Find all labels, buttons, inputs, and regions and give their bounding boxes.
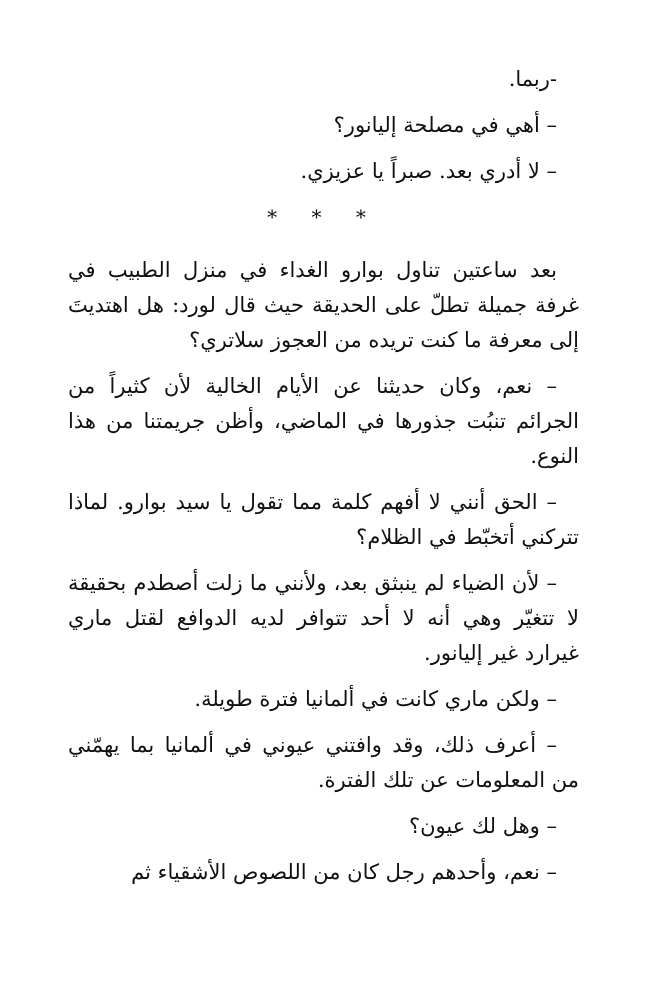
dialogue-paragraph-7: – نعم، وأحدهم رجل كان من اللصوص الأشقياء ثم (131, 860, 557, 884)
narrative-paragraph: بعد ساعتين تناول بوارو الغداء في منزل الطبيب في غرفة جميلة تطلّ على الحديقة حيث قال لورد: هل اهتديتَ إلى معرفة ما كنت تريده من العجوز سلاتري؟ (68, 258, 579, 352)
section-separator: * * * (267, 205, 380, 229)
dialogue-line-2: – أهي في مصلحة إليانور؟ (333, 113, 557, 137)
dialogue-paragraph-4: – ولكن ماري كانت في ألمانيا فترة طويلة. (194, 687, 557, 711)
dialogue-paragraph-2: – الحق أنني لا أفهم كلمة مما تقول يا سيد بوارو. لماذا تتركني أتخبّط في الظلام؟ (68, 490, 579, 549)
dialogue-line-1: -ربما. (508, 67, 557, 91)
dialogue-line-3: – لا أدري بعد. صبراً يا عزيزي. (300, 159, 557, 183)
dialogue-paragraph-5: – أعرف ذلك، وقد وافتني عيوني في ألمانيا بما يهمّني من المعلومات عن تلك الفترة. (68, 733, 579, 792)
book-page (68, 62, 579, 901)
dialogue-paragraph-1: – نعم، وكان حديثنا عن الأيام الخالية لأن كثيراً من الجرائم تنبُت جذورها في الماضي، وأظن جريمتنا من هذا النوع. (68, 374, 579, 468)
dialogue-paragraph-6: – وهل لك عيون؟ (408, 814, 557, 838)
dialogue-paragraph-3: – لأن الضياء لم ينبثق بعد، ولأنني ما زلت أصطدم بحقيقة لا تتغيّر وهي أنه لا أحد تتوافر لديه الدوافع لقتل ماري غيرارد غير إليانور. (68, 571, 579, 665)
